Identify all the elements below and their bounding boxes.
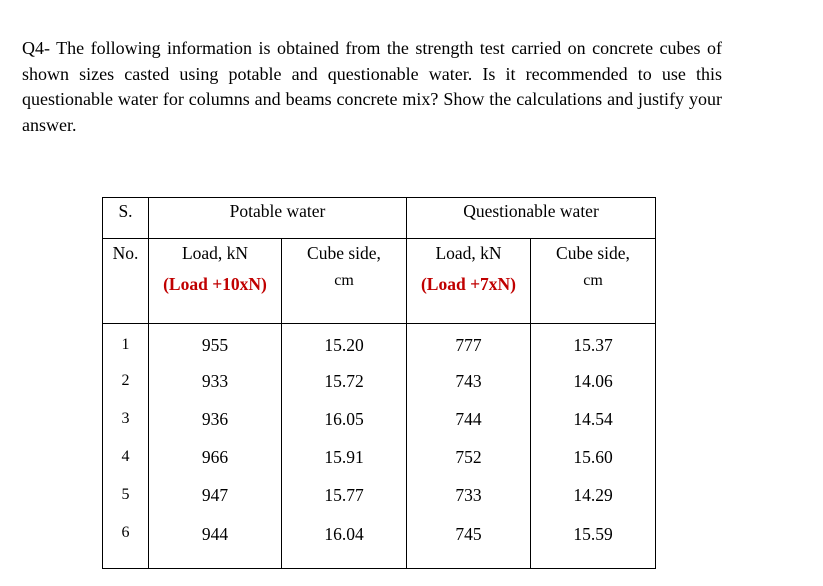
- cell-potable-side: 15.91: [282, 438, 407, 476]
- table-row: [103, 476, 656, 514]
- cell-potable-side: 16.05: [282, 400, 407, 438]
- header-cell-potable-water: Potable water: [149, 198, 407, 239]
- table-header-row: [103, 198, 656, 239]
- cell-questionable-side: 15.60: [531, 438, 656, 476]
- questionable-load-factor: (Load +7xN): [420, 274, 517, 294]
- table-subheader-row: [103, 239, 656, 324]
- cell-sno: 4: [103, 438, 149, 476]
- questionable-side-unit: cm: [583, 272, 603, 289]
- cell-potable-load: 936: [149, 400, 282, 438]
- subheader-cell-potable-side: [282, 239, 407, 324]
- questionable-load-label: Load, kN: [435, 243, 502, 263]
- table-row: [103, 514, 656, 569]
- cell-questionable-side: 14.54: [531, 400, 656, 438]
- cell-potable-load: 933: [149, 362, 282, 400]
- potable-side-label: Cube side,: [307, 243, 381, 263]
- cell-sno: 3: [103, 400, 149, 438]
- potable-load-label: Load, kN: [181, 243, 249, 263]
- cell-potable-load: 944: [149, 514, 282, 569]
- cell-questionable-load: 777: [407, 324, 531, 363]
- potable-load-factor: (Load +10xN): [163, 274, 267, 294]
- cell-potable-load: 966: [149, 438, 282, 476]
- table-row: [103, 400, 656, 438]
- table-row: [103, 324, 656, 363]
- cell-potable-side: 15.72: [282, 362, 407, 400]
- subheader-cell-potable-load: [149, 239, 282, 324]
- cell-questionable-side: 15.59: [531, 514, 656, 569]
- table-row: [103, 438, 656, 476]
- subheader-cell-no: No.: [103, 239, 149, 324]
- cell-questionable-load: 733: [407, 476, 531, 514]
- cell-questionable-load: 745: [407, 514, 531, 569]
- cell-sno: 5: [103, 476, 149, 514]
- table-row: [103, 362, 656, 400]
- cell-questionable-side: 15.37: [531, 324, 656, 363]
- cell-questionable-load: 743: [407, 362, 531, 400]
- cell-questionable-side: 14.29: [531, 476, 656, 514]
- cell-potable-side: 16.04: [282, 514, 407, 569]
- cell-potable-side: 15.20: [282, 324, 407, 363]
- cell-questionable-load: 752: [407, 438, 531, 476]
- cell-potable-side: 15.77: [282, 476, 407, 514]
- cell-sno: 1: [103, 324, 149, 363]
- potable-side-unit: cm: [334, 272, 354, 289]
- cell-potable-load: 955: [149, 324, 282, 363]
- header-cell-sno: S.: [103, 198, 149, 239]
- cell-potable-load: 947: [149, 476, 282, 514]
- question-text: Q4- The following information is obtained from the strength test carried on concrete cubes of shown sizes casted using potable and questionable water. Is it recommended to use this questionable water for columns and beams concrete mix? Show the calculations and justify your answer.: [22, 38, 722, 135]
- cell-sno: 2: [103, 362, 149, 400]
- strength-test-table: [102, 197, 656, 569]
- cell-questionable-load: 744: [407, 400, 531, 438]
- cell-sno: 6: [103, 514, 149, 569]
- questionable-side-label: Cube side,: [556, 243, 630, 263]
- cell-questionable-side: 14.06: [531, 362, 656, 400]
- header-cell-questionable-water: Questionable water: [407, 198, 656, 239]
- subheader-cell-questionable-load: [407, 239, 531, 324]
- subheader-cell-questionable-side: [531, 239, 656, 324]
